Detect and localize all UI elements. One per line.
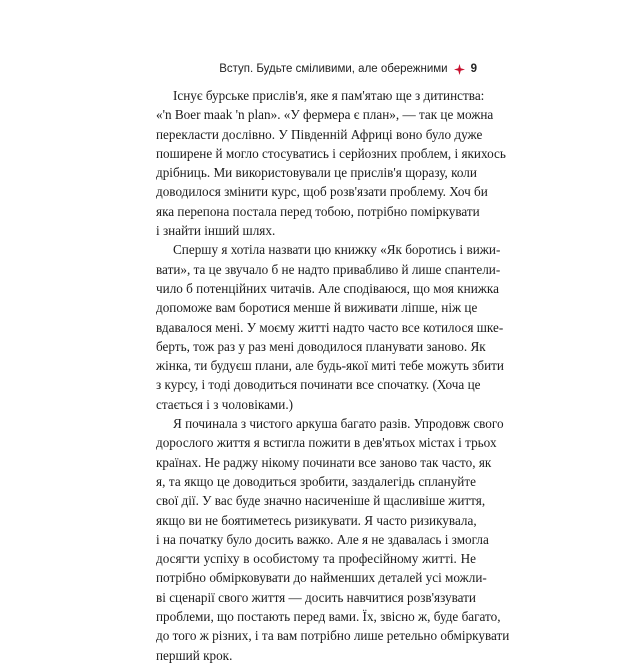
text-line: Я починала з чистого аркуша багато разів. Упродовж свого — [173, 416, 504, 432]
text-line: доводилося змінити курс, щоб розв'язати проблему. Хоч би — [156, 184, 488, 200]
body-text — [156, 86, 510, 665]
text-line: дорослого життя я встигла пожити в дев'ятьох містах і трьох — [156, 435, 497, 451]
paragraph — [156, 86, 506, 240]
running-header — [219, 63, 477, 75]
text-line: поширене й могло стосуватись і серйозних проблем, і якихось — [156, 145, 506, 161]
text-line: я, та якщо це доводиться зробити, заздалегідь сплануйте — [156, 473, 476, 489]
text-line: свої дії. У вас буде значно насиченіше й щасливіше життя, — [156, 493, 486, 509]
text-line: чило б потенційних читачів. Але сподіваюся, що моя книжка — [156, 280, 499, 296]
text-line: дрібниць. Ми використовували це прислів'я щоразу, коли — [156, 165, 477, 181]
text-line: досягти успіху в особистому та професійному житті. Не — [156, 551, 476, 567]
star-icon — [454, 64, 465, 75]
running-title: Вступ. Будьте сміливими, але обережними — [219, 63, 448, 75]
paragraph — [156, 240, 504, 414]
text-line: берть, тож раз у раз мені доводилося планувати заново. Як — [156, 338, 486, 354]
text-line: яка перепона постала перед тобою, потрібно поміркувати — [156, 203, 480, 219]
text-line: потрібно обмірковувати до найменших деталей усі можли- — [156, 570, 487, 586]
page-number: 9 — [470, 63, 477, 75]
text-line: стається і з чоловіками.) — [156, 396, 294, 412]
text-line: до того ж різних, і та вам потрібно лише ретельно обміркувати — [156, 628, 510, 644]
text-line: Існує бурське прислів'я, яке я пам'ятаю ще з дитинства: — [173, 88, 485, 103]
text-line: допоможе вам боротися менше й виживати ліпше, ніж це — [156, 300, 478, 316]
text-line: якщо ви не боятиметесь ризикувати. Я часто ризикувала, — [156, 512, 477, 528]
text-line: вдавалося мені. У моєму житті надто часто все котилося шке- — [156, 319, 504, 335]
text-line: проблеми, що постають перед вами. Їх, звісно ж, буде багато, — [156, 609, 501, 625]
text-line: жінка, ти будуєш плани, але будь-якої миті тебе можуть збити — [156, 358, 504, 374]
text-line: вати», та це звучало б не надто привабливо й лише спантели- — [156, 261, 501, 277]
text-line: країнах. Не раджу нікому починати все заново так часто, як — [156, 454, 492, 470]
text-line: і знайти інший шлях. — [156, 223, 276, 239]
text-line: перший крок. — [156, 647, 233, 663]
text-line: з курсу, і тоді доводиться починати все спочатку. (Хоча це — [156, 377, 481, 393]
text-line: ві сценарії свого життя — досить навчитися розв'язувати — [156, 589, 476, 605]
text-line: «'n Boer maak 'n plan». «У фермера є план», — так це можна — [156, 107, 494, 123]
text-line: Спершу я хотіла назвати цю книжку «Як боротись і вижи- — [173, 242, 501, 258]
paragraph — [156, 414, 510, 665]
text-line: і на початку було досить важко. Але я не здавалась і змогла — [156, 531, 489, 547]
text-line: перекласти дослівно. У Південній Африці воно було дуже — [156, 126, 483, 142]
